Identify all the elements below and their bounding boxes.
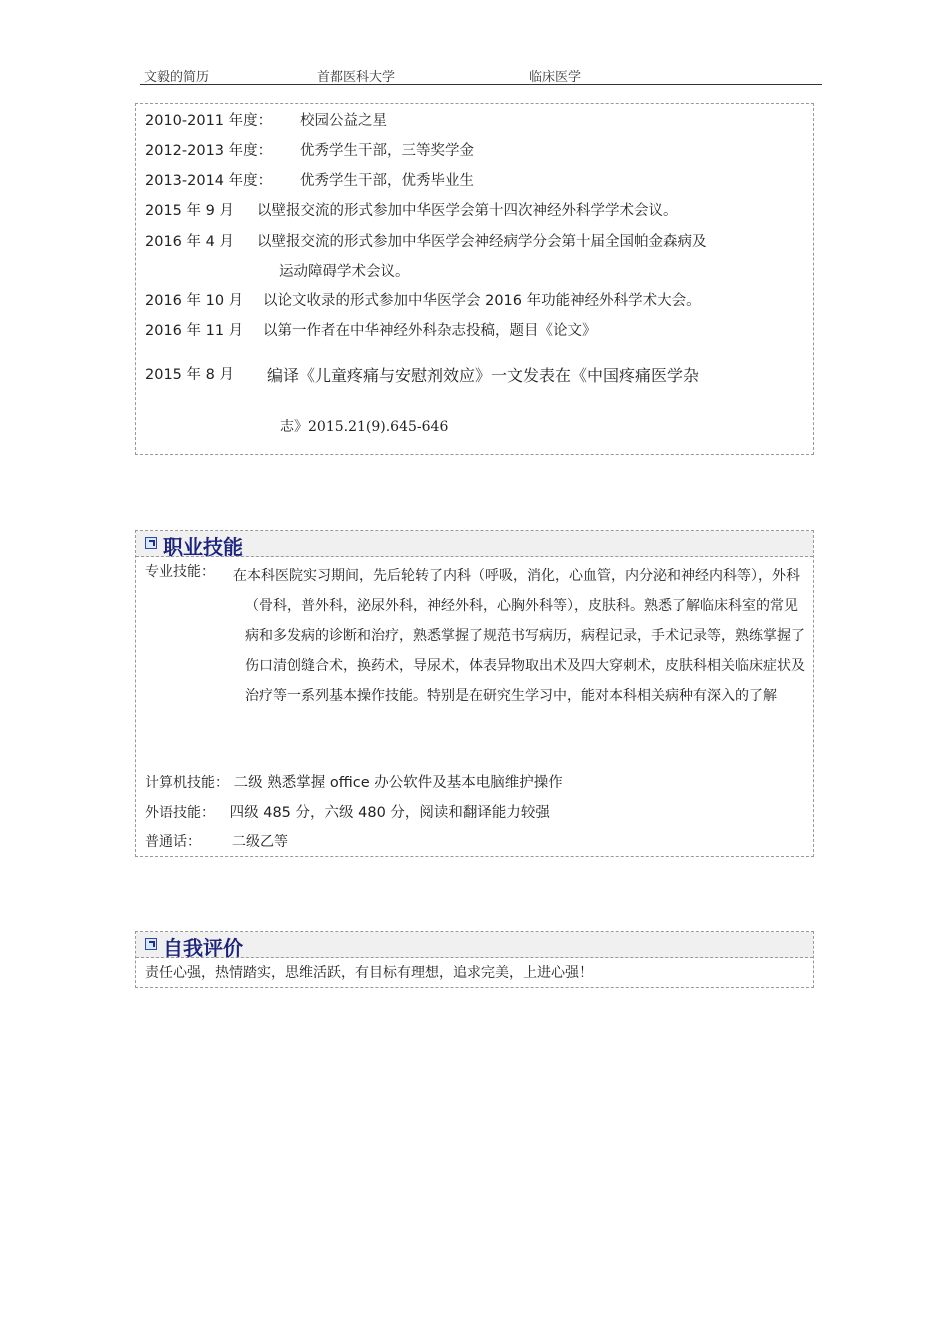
award-date: 2016 年 4 月 [145, 234, 234, 250]
award-date: 2016 年 10 月 [145, 293, 244, 309]
skills-section [135, 530, 814, 857]
award-text: 以论文收录的形式参加中华医学会 2016 年功能神经外科学术大会。 [263, 293, 701, 309]
award-date: 2012-2013 年度： [145, 143, 273, 159]
award-row [145, 139, 474, 160]
header-major: 临床医学 [529, 70, 582, 85]
language-skill-label: 外语技能： [145, 805, 215, 821]
header-school: 首都医科大学 [317, 70, 396, 85]
self-eval-header [136, 932, 813, 958]
computer-skill-label: 计算机技能： [145, 775, 229, 791]
award-text: 优秀学生干部，三等奖学金 [300, 143, 474, 159]
computer-skill-text: 二级 熟悉掌握 office 办公软件及基本电脑维护操作 [233, 775, 563, 791]
mandarin-text: 二级乙等 [232, 834, 288, 850]
language-skill-row [145, 801, 550, 822]
header-name: 文毅的简历 [144, 70, 210, 85]
language-skill-text: 四级 485 分，六级 480 分，阅读和翻译能力较强 [229, 805, 550, 821]
awards-box [135, 103, 814, 455]
skills-title: 职业技能 [163, 535, 243, 559]
award-date: 2013-2014 年度： [145, 173, 273, 189]
self-eval-title: 自我评价 [163, 936, 243, 960]
self-eval-text: 责任心强，热情踏实，思维活跃，有目标有理想，追求完美，上进心强！ [145, 965, 593, 981]
award-date: 2016 年 11 月 [145, 323, 244, 339]
skills-header [136, 531, 813, 557]
computer-skill-row [145, 771, 563, 792]
award-row [145, 319, 597, 340]
award-text: 以第一作者在中华神经外科杂志投稿，题目《论文》 [263, 323, 597, 339]
award-row [145, 109, 387, 130]
professional-skill-text [233, 561, 808, 711]
mandarin-label: 普通话： [145, 834, 201, 850]
award-date: 2010-2011 年度： [145, 113, 273, 129]
award-date: 2015 年 8 月 [145, 367, 234, 383]
section-arrow-icon [145, 938, 157, 950]
award-text: 以壁报交流的形式参加中华医学会第十四次神经外科学学术会议。 [257, 203, 678, 219]
award-text: 校园公益之星 [300, 113, 387, 129]
award-text: 以壁报交流的形式参加中华医学会神经病学分会第十届全国帕金森病及 [257, 234, 707, 250]
section-arrow-icon [145, 537, 157, 549]
professional-skill-content: 在本科医院实习期间，先后轮转了内科（呼吸，消化，心血管，内分泌和神经内科等），外科（骨科，普外科，泌尿外科，神经外科，心胸外科等），皮肤科。熟悉了解临床科室的常见病和多发病的诊断和治疗，熟悉掌握了规范书写病历，病程记录，手术记录等，熟练掌握了伤口清创缝合术，换药术，导尿术，体表异物取出术及四大穿刺术，皮肤科相关临床症状及治疗等一系列基本操作技能。特别是在研究生学习中，能对本科相关病种有深入的了解 [233, 568, 805, 704]
award-text: 编译《儿童疼痛与安慰剂效应》一文发表在《中国疼痛医学杂 [267, 366, 700, 385]
award-row [145, 289, 701, 310]
award-row [145, 169, 474, 190]
award-row [145, 199, 678, 220]
self-eval-section [135, 931, 814, 988]
award-row [145, 230, 707, 251]
award-text: 志》2015.21(9).645-646 [280, 419, 449, 435]
page-header [140, 64, 822, 85]
professional-skill-label: 专业技能： [145, 564, 215, 580]
award-text: 优秀学生干部，优秀毕业生 [300, 173, 474, 189]
award-text: 运动障碍学术会议。 [279, 264, 410, 280]
award-date: 2015 年 9 月 [145, 203, 234, 219]
award-row [145, 363, 700, 385]
mandarin-row [145, 831, 288, 851]
